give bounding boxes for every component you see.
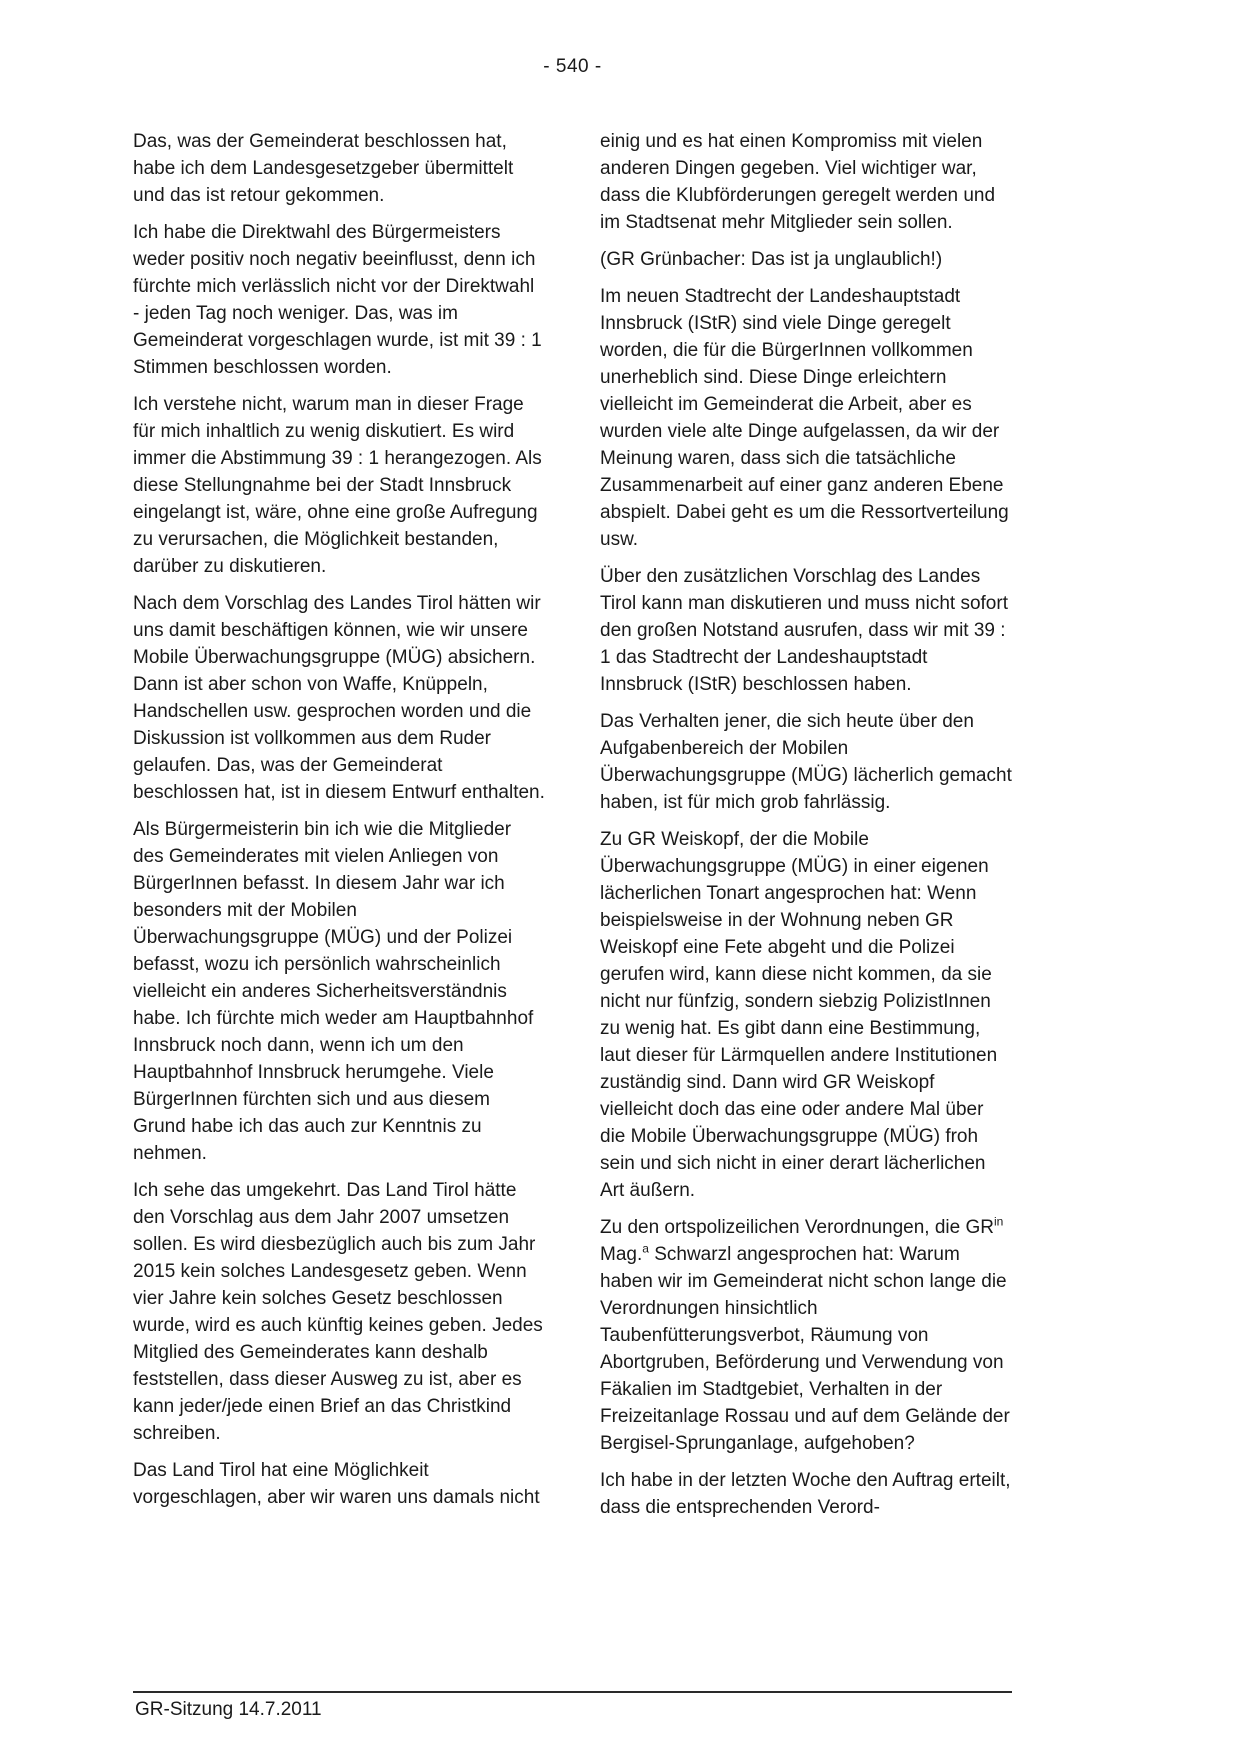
text-run: Über den zusätzlichen Vorschlag des Landes Tirol kann man diskutieren und muss nicht sofort den großen Notstand ausrufen, dass wir mit 39 : 1 das Stadtrecht der Landeshauptstadt Innsbruck (IStR) beschlossen haben. — [600, 566, 1008, 695]
paragraph-right-5 — [600, 826, 1012, 1204]
text-run: Ich habe in der letzten Woche den Auftrag erteilt, dass die entsprechenden Verord- — [600, 1470, 1011, 1518]
text-run: Ich verstehe nicht, warum man in dieser Frage für mich inhaltlich zu wenig diskutiert. Es wird immer die Abstimmung 39 : 1 herangezogen. Als diese Stellungnahme bei der Stadt Innsbruck eingelangt ist, wäre, ohne eine große Aufregung zu verursachen, die Möglichkeit bestanden, darüber zu diskutieren. — [133, 394, 542, 577]
paragraph-left-0 — [133, 128, 545, 209]
paragraph-right-2 — [600, 283, 1012, 553]
text-run: Das Land Tirol hat eine Möglichkeit vorgeschlagen, aber wir waren uns damals nicht — [133, 1460, 540, 1508]
paragraph-right-3 — [600, 563, 1012, 698]
text-run: Zu GR Weiskopf, der die Mobile Überwachungsgruppe (MÜG) in einer eigenen lächerlichen Tonart angesprochen hat: Wenn beispielsweise in der Wohnung neben GR Weiskopf eine Fete abgeht und die Polizei gerufen wird, kann diese nicht kommen, da sie nicht nur fünfzig, sondern siebzig PolizistInnen zu wenig hat. Es gibt dann eine Bestimmung, laut dieser für Lärmquellen andere Institutionen zuständig sind. Dann wird GR Weiskopf vielleicht doch das eine oder andere Mal über die Mobile Überwachungsgruppe (MÜG) froh sein und sich nicht in einer derart lächerlichen Art äußern. — [600, 829, 998, 1201]
paragraph-right-6 — [600, 1214, 1012, 1457]
paragraph-left-6 — [133, 1457, 545, 1511]
paragraph-right-4 — [600, 708, 1012, 816]
page-content — [133, 128, 1012, 1531]
footer-text: GR-Sitzung 14.7.2011 — [135, 1699, 322, 1720]
right-column — [600, 128, 1012, 1531]
superscript-run: in — [993, 1214, 1004, 1229]
text-run: Das, was der Gemeinderat beschlossen hat, habe ich dem Landesgesetzgeber übermittelt und das ist retour gekommen. — [133, 131, 514, 206]
paragraph-left-3 — [133, 590, 545, 806]
text-run: (GR Grünbacher: Das ist ja unglaublich!) — [600, 249, 943, 270]
paragraph-left-5 — [133, 1177, 545, 1447]
text-run: Das Verhalten jener, die sich heute über den Aufgabenbereich der Mobilen Überwachungsgruppe (MÜG) lächerlich gemacht haben, ist für mich grob fahrlässig. — [600, 711, 1012, 813]
text-run: Als Bürgermeisterin bin ich wie die Mitglieder des Gemeinderates mit vielen Anliegen von BürgerInnen befasst. In diesem Jahr war ich besonders mit der Mobilen Überwachungsgruppe (MÜG) und der Polizei befasst, wozu ich persönlich wahrscheinlich vielleicht ein anderes Sicherheitsverständnis habe. Ich fürchte mich weder am Hauptbahnhof Innsbruck noch dann, wenn ich um den Hauptbahnhof Innsbruck herumgehe. Viele BürgerInnen fürchten sich und aus diesem Grund habe ich das auch zur Kenntnis zu nehmen. — [133, 819, 534, 1164]
text-run: einig und es hat einen Kompromiss mit vielen anderen Dingen gegeben. Viel wichtiger war, dass die Klubförderungen geregelt werden und im Stadtsenat mehr Mitglieder sein sollen. — [600, 131, 996, 233]
superscript-run: a — [642, 1241, 649, 1256]
text-run: Schwarzl angesprochen hat: Warum haben wir im Gemeinderat nicht schon lange die Verordnungen hinsichtlich Taubenfütterungsverbot, Räumung von Abortgruben, Beförderung und Verwendung von Fäkalien im Stadtgebiet, Verhalten in der Freizeitanlage Rossau und auf dem Gelände der Bergisel-Sprunganlage, aufgehoben? — [600, 1244, 1010, 1454]
text-run: Ich habe die Direktwahl des Bürgermeisters weder positiv noch negativ beeinflusst, denn ich fürchte mich verlässlich nicht vor der Direktwahl - jeden Tag noch weniger. Das, was im Gemeinderat vorgeschlagen wurde, ist mit 39 : 1 Stimmen beschlossen worden. — [133, 222, 542, 378]
text-run: Im neuen Stadtrecht der Landeshauptstadt Innsbruck (IStR) sind viele Dinge geregelt worden, die für die BürgerInnen vollkommen unerheblich sind. Diese Dinge erleichtern vielleicht im Gemeinderat die Arbeit, aber es wurden viele alte Dinge aufgelassen, da wir der Meinung waren, dass sich die tatsächliche Zusammenarbeit auf einer ganz anderen Ebene abspielt. Dabei geht es um die Ressortverteilung usw. — [600, 286, 1009, 550]
paragraph-left-1 — [133, 219, 545, 381]
page-number: - 540 - — [543, 56, 602, 77]
paragraph-left-4 — [133, 816, 545, 1167]
text-run: Ich sehe das umgekehrt. Das Land Tirol hätte den Vorschlag aus dem Jahr 2007 umsetzen sollen. Es wird diesbezüglich auch bis zum Jahr 2015 kein solches Landesgesetz geben. Wenn vier Jahre kein solches Gesetz beschlossen wurde, wird es auch künftig keines geben. Jedes Mitglied des Gemeinderates kann deshalb feststellen, dass dieser Ausweg zu ist, aber es kann jeder/jede einen Brief an das Christkind schreiben. — [133, 1180, 543, 1444]
paragraph-right-0 — [600, 128, 1012, 236]
paragraph-right-1 — [600, 246, 1012, 273]
text-run: Zu den ortspolizeilichen Verordnungen, die GR — [600, 1217, 994, 1238]
text-run: Mag. — [600, 1244, 643, 1265]
text-run: Nach dem Vorschlag des Landes Tirol hätten wir uns damit beschäftigen können, wie wir unsere Mobile Überwachungsgruppe (MÜG) absichern. Dann ist aber schon von Waffe, Knüppeln, Handschellen usw. gesprochen worden und die Diskussion ist vollkommen aus dem Ruder gelaufen. Das, was der Gemeinderat beschlossen hat, ist in diesem Entwurf enthalten. — [133, 593, 545, 803]
footer-rule — [133, 1691, 1012, 1693]
paragraph-left-2 — [133, 391, 545, 580]
left-column — [133, 128, 545, 1531]
paragraph-right-7 — [600, 1467, 1012, 1521]
